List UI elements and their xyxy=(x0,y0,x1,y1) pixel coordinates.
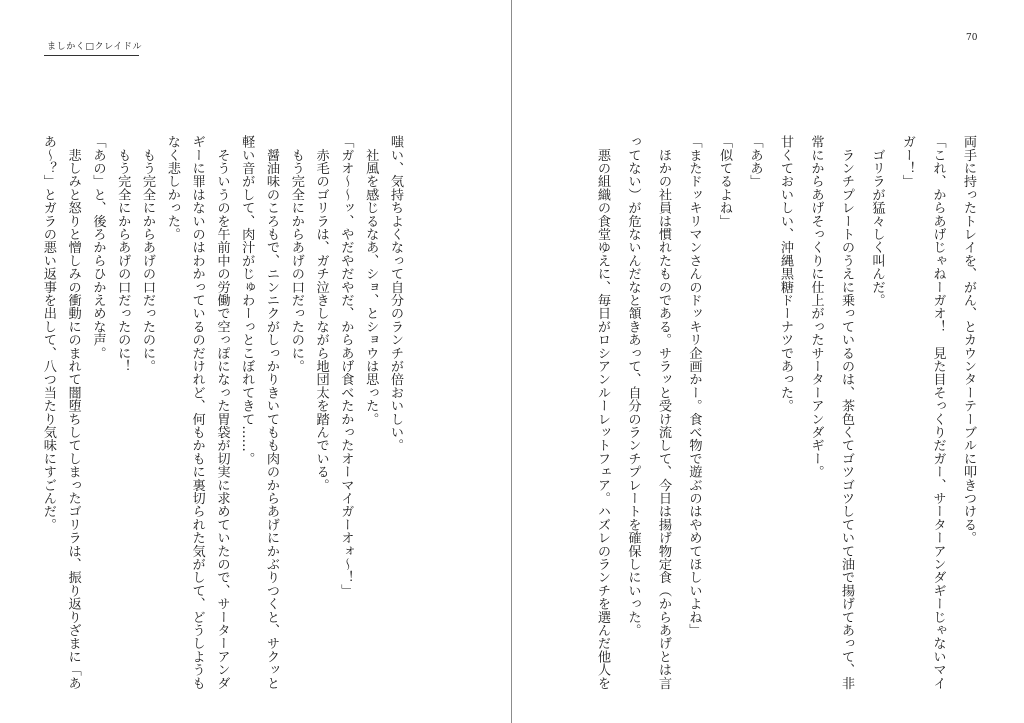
running-header: ましかく□クレイドル xyxy=(47,42,143,52)
text-line: ゴリラが猛々しく叫んだ。 xyxy=(869,135,885,307)
text-line: なく悲しかった。 xyxy=(164,135,180,241)
text-line: あ〜？」とガラの悪い返事を出して、八つ当たり気味にすごんだ。 xyxy=(40,135,56,531)
text-line: 両手に持ったトレイを、がん、とカウンターテーブルに叩きつける。 xyxy=(961,135,976,545)
text-line: 甘くておいしい、沖縄黒糖ドーナツであった。 xyxy=(778,135,793,413)
left-page xyxy=(0,0,511,723)
text-line: 常にからあげそっくりに仕上がったサーターアンダギー。 xyxy=(808,135,824,479)
text-line: ほかの社員は慣れたものである。サラッと受け流して、今日は揚げ物定食（からあげとは言 xyxy=(656,135,671,690)
text-line: もう完全にからあげの口だったのに！ xyxy=(115,135,131,373)
text-line: 軽い音がして、肉汁がじゅわーっとこぼれてきて……。 xyxy=(239,135,255,465)
text-line: もう完全にからあげの口だったのに。 xyxy=(140,135,156,373)
text-line: 「これ、からあげじゃねーガオ！ 見た目そっくりだガー、サーターアンダギーじゃないマイ xyxy=(930,135,946,690)
text-line: 「あの」と、後ろからひかえめな声。 xyxy=(90,135,106,360)
text-line: 嗤い、気持ちよくなって自分のランチが倍おいしい。 xyxy=(388,135,403,452)
text-line: 社風を感じるなあ、ショ、とショウは思った。 xyxy=(363,135,379,426)
left-page-body xyxy=(35,135,407,700)
text-line: 悲しみと怒りと憎しみの衝動にのまれて闇堕ちしてしまったゴリラは、振り返りざまに「あ xyxy=(65,135,81,690)
text-line: ランチプレートのうえに乗っているのは、茶色くてゴツゴツしていて油で揚げてあって、非 xyxy=(839,135,854,690)
text-line: ってない）が危ないんだなと頷きあって、自分のランチプレートを確保しにいった。 xyxy=(625,135,641,637)
page-number: 70 xyxy=(966,33,978,43)
text-line: 悪の組織の食堂ゆえに、毎日がロシアンルーレットフェア。ハズレのランチを選んだ他人を xyxy=(595,135,610,690)
text-line: ガー！」 xyxy=(900,135,915,188)
right-page xyxy=(513,0,1024,723)
text-line: そういうのを午前中の労働で空っぽになった胃袋が切実に求めていたので、サーターアンダ xyxy=(214,135,230,690)
text-line: 赤毛のゴリラは、ガチ泣きしながら地団太を踏んでいる。 xyxy=(313,135,329,492)
text-line: 「ガオ〜〜ッ、やだやだやだ、からあげ食べたかったオーマイガーオォ〜！」 xyxy=(338,135,354,597)
text-line: もう完全にからあげの口だったのに。 xyxy=(288,135,304,373)
page-divider xyxy=(511,0,512,723)
header-rule xyxy=(44,55,139,56)
right-page-body xyxy=(586,135,983,700)
text-line: 「似てるよね」 xyxy=(717,135,732,228)
text-line: 醤油味のころもで、ニンニクがしっかりきいてもも肉のからあげにかぶりつくと、サクッと xyxy=(264,135,280,690)
text-line: 「ああ」 xyxy=(747,135,763,188)
text-line: ギーに罪はないのはわかっているのだけれど、何もかもに裏切られた気がして、どうしようも xyxy=(189,135,205,690)
text-line: 「またドッキリマンさんのドッキリ企画かー。食べ物で遊ぶのはやめてほしいよね」 xyxy=(686,135,702,637)
